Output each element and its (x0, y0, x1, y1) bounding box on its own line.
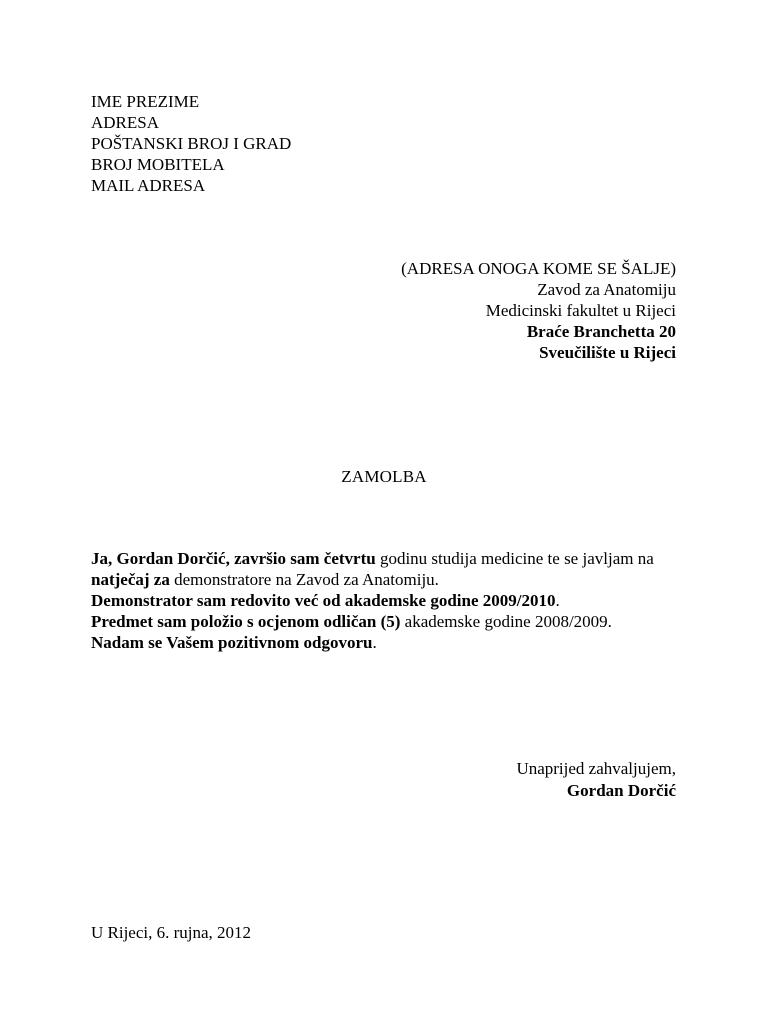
sender-address: ADRESA (91, 113, 160, 132)
recipient-block (401, 258, 676, 363)
body-line-3-normal: . (555, 591, 560, 610)
recipient-line-4: Sveučilište u Rijeci (539, 343, 676, 362)
body-line-5-normal: . (372, 633, 377, 652)
letter-body (91, 548, 691, 653)
recipient-note: (ADRESA ONOGA KOME SE ŠALJE) (401, 259, 676, 278)
recipient-line-1: Zavod za Anatomiju (537, 280, 676, 299)
body-line-2-bold: natječaj za (91, 570, 170, 589)
body-line-4-bold: Predmet sam položio s ocjenom odličan (5) (91, 612, 401, 631)
body-line-4 (91, 611, 691, 632)
sender-name: IME PREZIME (91, 92, 200, 111)
sender-block (91, 91, 291, 196)
body-line-3 (91, 590, 691, 611)
body-line-2 (91, 569, 691, 590)
recipient-line-3: Braće Branchetta 20 (526, 322, 676, 341)
body-line-5-bold: Nadam se Vašem pozitivnom odgovoru (91, 633, 373, 652)
closing-signature: Gordan Dorčić (566, 781, 676, 800)
recipient-line-2: Medicinski fakultet u Rijeci (485, 301, 676, 320)
sender-email: MAIL ADRESA (91, 176, 206, 195)
body-line-4-normal: akademske godine 2008/2009. (400, 612, 612, 631)
body-line-1-normal: godinu studija medicine te se javljam na (375, 549, 654, 568)
sender-postal-city: POŠTANSKI BROJ I GRAD (91, 134, 292, 153)
document-title: ZAMOLBA (341, 467, 427, 486)
closing-block (516, 758, 676, 802)
body-line-2-normal: demonstratore na Zavod za Anatomiju. (169, 570, 439, 589)
sender-phone: BROJ MOBITELA (91, 155, 225, 174)
body-line-1-bold: Ja, Gordan Dorčić, završio sam četvrtu (91, 549, 376, 568)
body-line-1 (91, 548, 691, 569)
closing-thanks: Unaprijed zahvaljujem, (516, 759, 676, 778)
date-line: U Rijeci, 6. rujna, 2012 (91, 923, 252, 942)
body-line-5 (91, 632, 691, 653)
body-line-3-bold: Demonstrator sam redovito već od akademske godine 2009/2010 (91, 591, 556, 610)
